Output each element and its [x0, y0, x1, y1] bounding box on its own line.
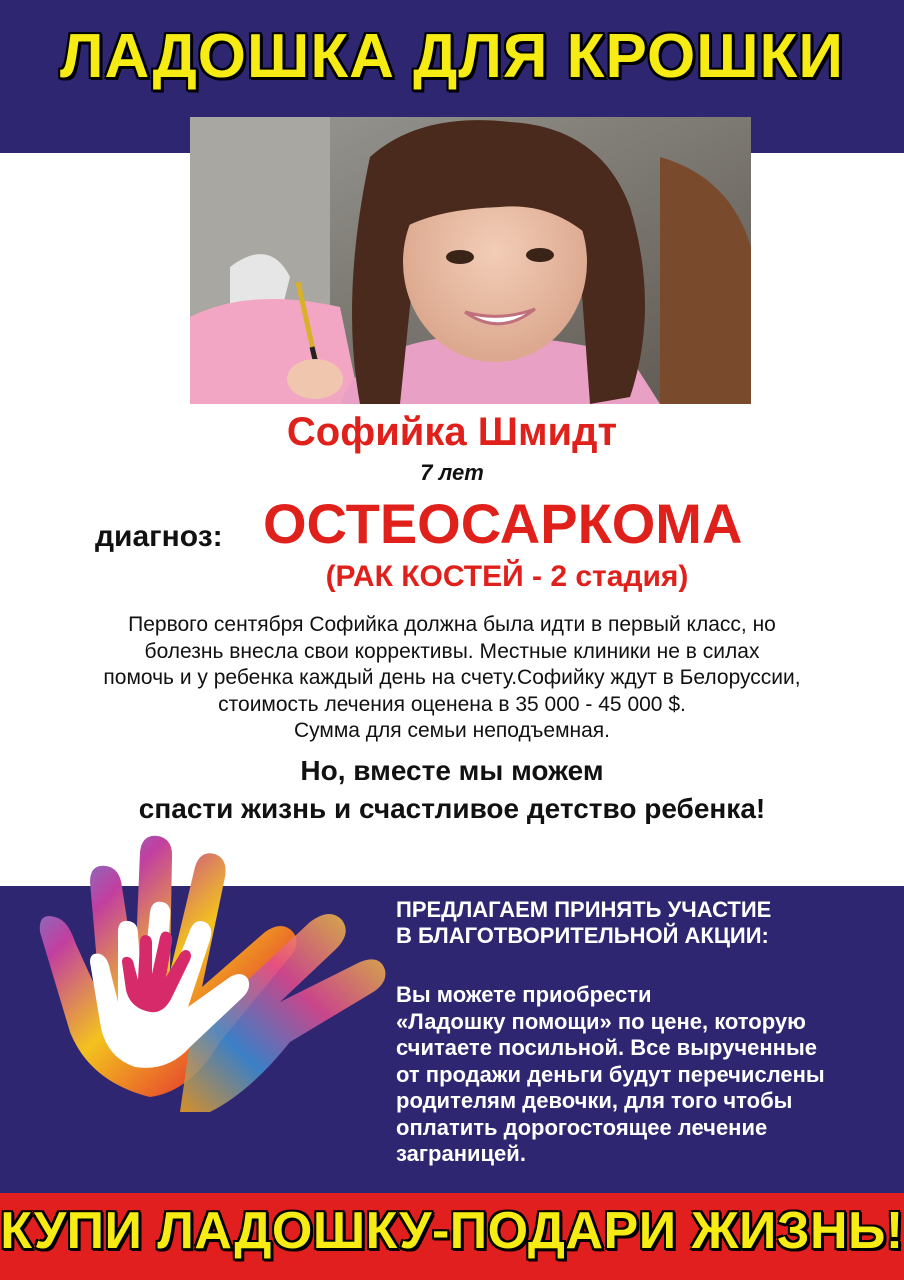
offer-text-line: «Ладошку помощи» по цене, которую — [396, 1008, 806, 1034]
footer-slogan: КУПИ ЛАДОШКУ-ПОДАРИ ЖИЗНЬ! — [0, 1202, 904, 1260]
multicolor-hands-icon — [30, 812, 390, 1112]
diagnosis-label: диагноз: — [95, 520, 223, 553]
story-line: Сумма для семьи неподъемная. — [293, 719, 611, 742]
girl-portrait-photo — [190, 117, 751, 404]
offer-title-line: В БЛАГОТВОРИТЕЛЬНОЙ АКЦИИ: — [396, 923, 769, 948]
story-line: Первого сентября Софийка должна была идти в первый класс, но — [128, 613, 776, 636]
offer-text — [396, 982, 896, 1168]
appeal-line: Но, вместе мы можем — [300, 755, 604, 786]
appeal-line: спасти жизнь и счастливое детство ребенка! — [138, 793, 766, 824]
diagnosis-value: ОСТЕОСАРКОМА — [263, 492, 743, 555]
story-line: стоимость лечения оценена в 35 000 - 45 000 $. — [218, 692, 686, 716]
offer-text-line: Вы можете приобрести — [396, 982, 652, 1007]
story-text — [40, 612, 864, 745]
story-line: помочь и у ребенка каждый день на счету.Софийку ждут в Белоруссии, — [103, 666, 801, 689]
offer-text-line: считаете посильной. Все вырученные — [396, 1035, 817, 1060]
offer-title-line: ПРЕДЛАГАЕМ ПРИНЯТЬ УЧАСТИЕ — [396, 897, 772, 922]
story-line: болезнь внесла свои коррективы. Местные клиники не в силах — [144, 639, 760, 663]
offer-text-line: родителям девочки, для того чтобы — [396, 1088, 793, 1113]
child-age: 7 лет — [420, 460, 484, 485]
child-name: Софийка Шмидт — [286, 410, 618, 454]
offer-text-line: от продажи деньги будут перечислены — [396, 1061, 825, 1087]
offer-text-line: оплатить дорогостоящее лечение — [396, 1114, 768, 1140]
offer-title — [396, 897, 886, 949]
poster-title: ЛАДОШКА ДЛЯ КРОШКИ — [60, 22, 844, 91]
diagnosis-detail: (РАК КОСТЕЙ - 2 стадия) — [325, 560, 689, 593]
offer-text-line: заграницей. — [396, 1141, 526, 1166]
